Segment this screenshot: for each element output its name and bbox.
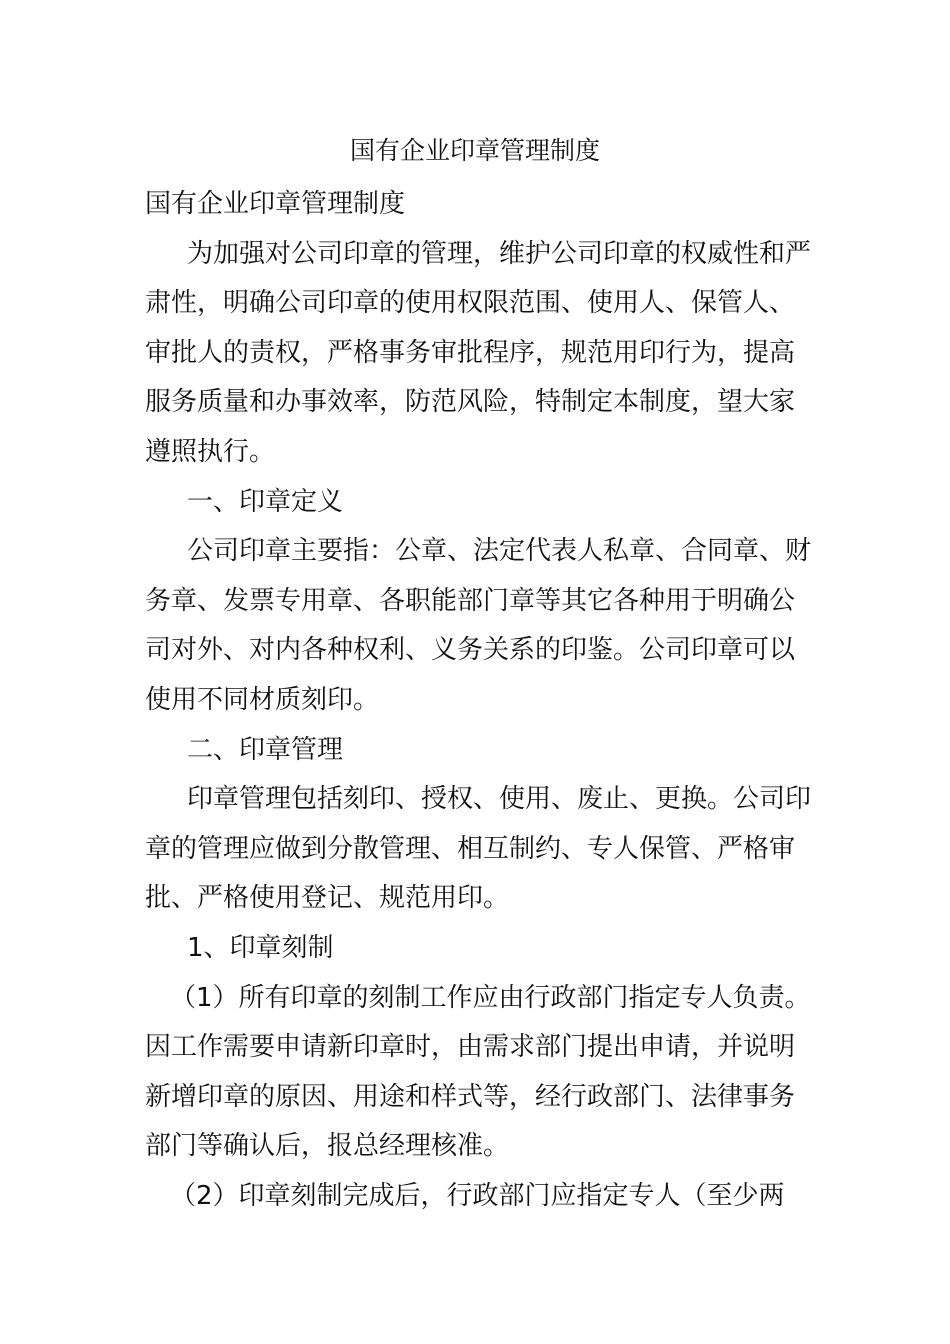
paragraph-line: 部门等确认后，报总经理核准。 xyxy=(145,1131,510,1162)
document-subtitle: 国有企业印章管理制度 xyxy=(145,189,406,219)
paragraph-line: 因工作需要申请新印章时，由需求部门提出申请，并说明 xyxy=(145,1032,796,1063)
paragraph-line: 遵照执行。 xyxy=(145,436,276,467)
paragraph-line: 肃性，明确公司印章的使用权限范围、使用人、保管人、 xyxy=(145,288,796,319)
section-heading: 二、印章管理 xyxy=(187,734,344,765)
paragraph-line: 公司印章主要指：公章、法定代表人私章、合同章、财 xyxy=(187,536,812,567)
paragraph-line: 章的管理应做到分散管理、相互制约、专人保管、严格审 xyxy=(145,833,796,864)
paragraph-line: 使用不同材质刻印。 xyxy=(145,684,380,715)
paragraph-line: 新增印章的原因、用途和样式等，经行政部门、法律事务 xyxy=(145,1081,796,1112)
paragraph-line: 司对外、对内各种权利、义务关系的印鉴。公司印章可以 xyxy=(145,635,796,666)
subsection-heading: 1、印章刻制 xyxy=(187,932,334,963)
paragraph-line: （1）所有印章的刻制工作应由行政部门指定专人负责。 xyxy=(170,982,811,1013)
paragraph-line: 务章、发票专用章、各职能部门章等其它各种用于明确公 xyxy=(145,585,796,616)
paragraph-line: 为加强对公司印章的管理，维护公司印章的权威性和严 xyxy=(187,238,812,269)
document-body xyxy=(145,180,810,1221)
paragraph-line: 审批人的责权，严格事务审批程序，规范用印行为，提高 xyxy=(145,337,796,368)
paragraph-line: 批、严格使用登记、规范用印。 xyxy=(145,883,510,914)
document-title: 国有企业印章管理制度 xyxy=(349,136,600,165)
paragraph-line: 印章管理包括刻印、授权、使用、废止、更换。公司印 xyxy=(187,784,812,815)
paragraph-line: （2）印章刻制完成后，行政部门应指定专人（至少两 xyxy=(170,1180,785,1211)
paragraph-line: 服务质量和办事效率，防范风险，特制定本制度，望大家 xyxy=(145,387,796,418)
section-heading: 一、印章定义 xyxy=(187,486,344,517)
